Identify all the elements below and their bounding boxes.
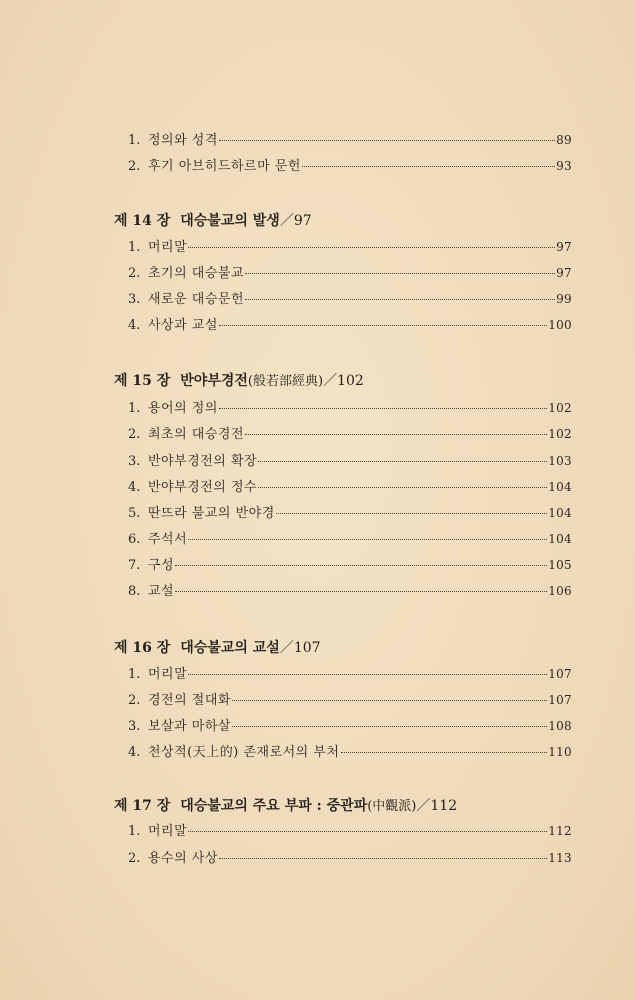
entry-page-number: 113	[548, 851, 572, 865]
entry-title: 경전의 절대화	[148, 693, 231, 708]
entry-page-number: 108	[548, 719, 572, 733]
entry-title: 용수의 사상	[148, 851, 218, 866]
dot-leader	[188, 539, 547, 540]
chapter-page-number: ／107	[279, 640, 321, 656]
entry-number: 2.	[128, 693, 141, 708]
entry-page-number: 99	[556, 292, 572, 306]
toc-entry	[128, 425, 572, 444]
entry-title: 천상적(天上的) 존재로서의 부처	[148, 745, 340, 760]
entry-title: 반야부경전의 정수	[148, 480, 258, 495]
entry-number: 2.	[128, 159, 141, 174]
entry-page-number: 100	[548, 318, 572, 332]
dot-leader	[188, 831, 547, 832]
chapter-page-number: ／97	[279, 213, 312, 229]
entry-page-number: 110	[548, 745, 572, 759]
entry-page-number: 97	[556, 266, 572, 280]
dot-leader	[219, 325, 547, 326]
entry-title: 구성	[148, 558, 175, 573]
dot-leader	[245, 299, 555, 300]
dot-leader	[276, 513, 547, 514]
entry-page-number: 93	[556, 159, 572, 173]
chapter-title: 반야부경전	[180, 373, 248, 389]
chapter-heading	[114, 211, 312, 232]
entry-number: 6.	[128, 532, 141, 547]
chapter-heading	[114, 371, 364, 392]
entry-page-number: 97	[556, 240, 572, 254]
entry-number: 1.	[128, 667, 141, 682]
entry-page-number: 106	[548, 584, 572, 598]
entry-number: 2.	[128, 851, 141, 866]
entry-number: 4.	[128, 480, 141, 495]
entry-page-number: 103	[548, 454, 572, 468]
entry-title: 교설	[148, 584, 175, 599]
entry-number: 3.	[128, 719, 141, 734]
dot-leader	[175, 591, 547, 592]
toc-entry	[128, 290, 572, 309]
toc-entry	[128, 478, 572, 497]
entry-number: 1.	[128, 401, 141, 416]
entry-page-number: 102	[548, 427, 572, 441]
entry-page-number: 107	[548, 667, 572, 681]
toc-entry	[128, 452, 572, 471]
chapter-title: 대승불교의 주요 부파 : 중관파	[180, 798, 368, 814]
chapter-title: 대승불교의 교설	[180, 640, 280, 656]
entry-number: 1.	[128, 133, 141, 148]
chapter-label: 제 14 장	[114, 213, 171, 229]
entry-title: 후기 아브히드하르마 문헌	[148, 159, 301, 174]
chapter-title: 대승불교의 발생	[180, 213, 280, 229]
dot-leader	[245, 434, 547, 435]
toc-entry	[128, 717, 572, 736]
chapter-hanja: (中觀派)	[367, 799, 417, 814]
toc-entry	[128, 530, 572, 549]
dot-leader	[245, 273, 555, 274]
toc-entry	[128, 157, 572, 176]
toc-entry	[128, 238, 572, 257]
dot-leader	[302, 166, 555, 167]
dot-leader	[219, 408, 547, 409]
chapter-heading	[114, 638, 321, 659]
entry-number: 4.	[128, 745, 141, 760]
entry-number: 4.	[128, 318, 141, 333]
chapter-heading	[114, 796, 457, 817]
entry-number: 1.	[128, 824, 141, 839]
entry-title: 사상과 교설	[148, 318, 218, 333]
toc-entry	[128, 582, 572, 601]
entry-page-number: 89	[556, 133, 572, 147]
entry-title: 주석서	[148, 532, 188, 547]
chapter-page-number: ／102	[323, 373, 364, 389]
dot-leader	[258, 461, 547, 462]
entry-title: 용어의 정의	[148, 401, 218, 416]
entry-title: 초기의 대승불교	[148, 266, 245, 281]
dot-leader	[341, 752, 548, 753]
entry-number: 7.	[128, 558, 141, 573]
chapter-label: 제 16 장	[114, 640, 171, 656]
entry-page-number: 105	[548, 558, 572, 572]
entry-title: 정의와 성격	[148, 133, 218, 148]
entry-title: 최초의 대승경전	[148, 427, 245, 442]
toc-entry	[128, 316, 572, 335]
entry-title: 반야부경전의 확장	[148, 454, 258, 469]
dot-leader	[219, 140, 555, 141]
entry-page-number: 112	[548, 824, 572, 838]
entry-title: 머리말	[148, 240, 188, 255]
entry-page-number: 104	[548, 532, 572, 546]
entry-number: 3.	[128, 292, 141, 307]
entry-number: 2.	[128, 427, 141, 442]
toc-entry	[128, 131, 572, 150]
entry-number: 5.	[128, 506, 141, 521]
toc-entry	[128, 264, 572, 283]
toc-entry	[128, 822, 572, 841]
entry-title: 새로운 대승문헌	[148, 292, 245, 307]
dot-leader	[232, 700, 547, 701]
toc-entry	[128, 399, 572, 418]
entry-page-number: 107	[548, 693, 572, 707]
toc-entry	[128, 691, 572, 710]
entry-page-number: 104	[548, 506, 572, 520]
toc-entry	[128, 504, 572, 523]
dot-leader	[258, 487, 547, 488]
chapter-page-number: ／112	[416, 798, 458, 814]
toc-entry	[128, 849, 572, 868]
chapter-label: 제 17 장	[114, 798, 171, 814]
entry-number: 8.	[128, 584, 141, 599]
dot-leader	[219, 858, 547, 859]
entry-title: 딴뜨라 불교의 반야경	[148, 506, 275, 521]
chapter-label: 제 15 장	[114, 373, 171, 389]
dot-leader	[188, 247, 555, 248]
toc-entry	[128, 556, 572, 575]
entry-title: 보살과 마하살	[148, 719, 231, 734]
entry-page-number: 104	[548, 480, 572, 494]
entry-title: 머리말	[148, 667, 188, 682]
dot-leader	[188, 674, 547, 675]
entry-number: 3.	[128, 454, 141, 469]
entry-title: 머리말	[148, 824, 188, 839]
entry-number: 1.	[128, 240, 141, 255]
chapter-hanja: (般若部經典)	[247, 374, 324, 389]
dot-leader	[232, 726, 547, 727]
entry-page-number: 102	[548, 401, 572, 415]
toc-entry	[128, 743, 572, 762]
toc-entry	[128, 665, 572, 684]
entry-number: 2.	[128, 266, 141, 281]
dot-leader	[175, 565, 547, 566]
